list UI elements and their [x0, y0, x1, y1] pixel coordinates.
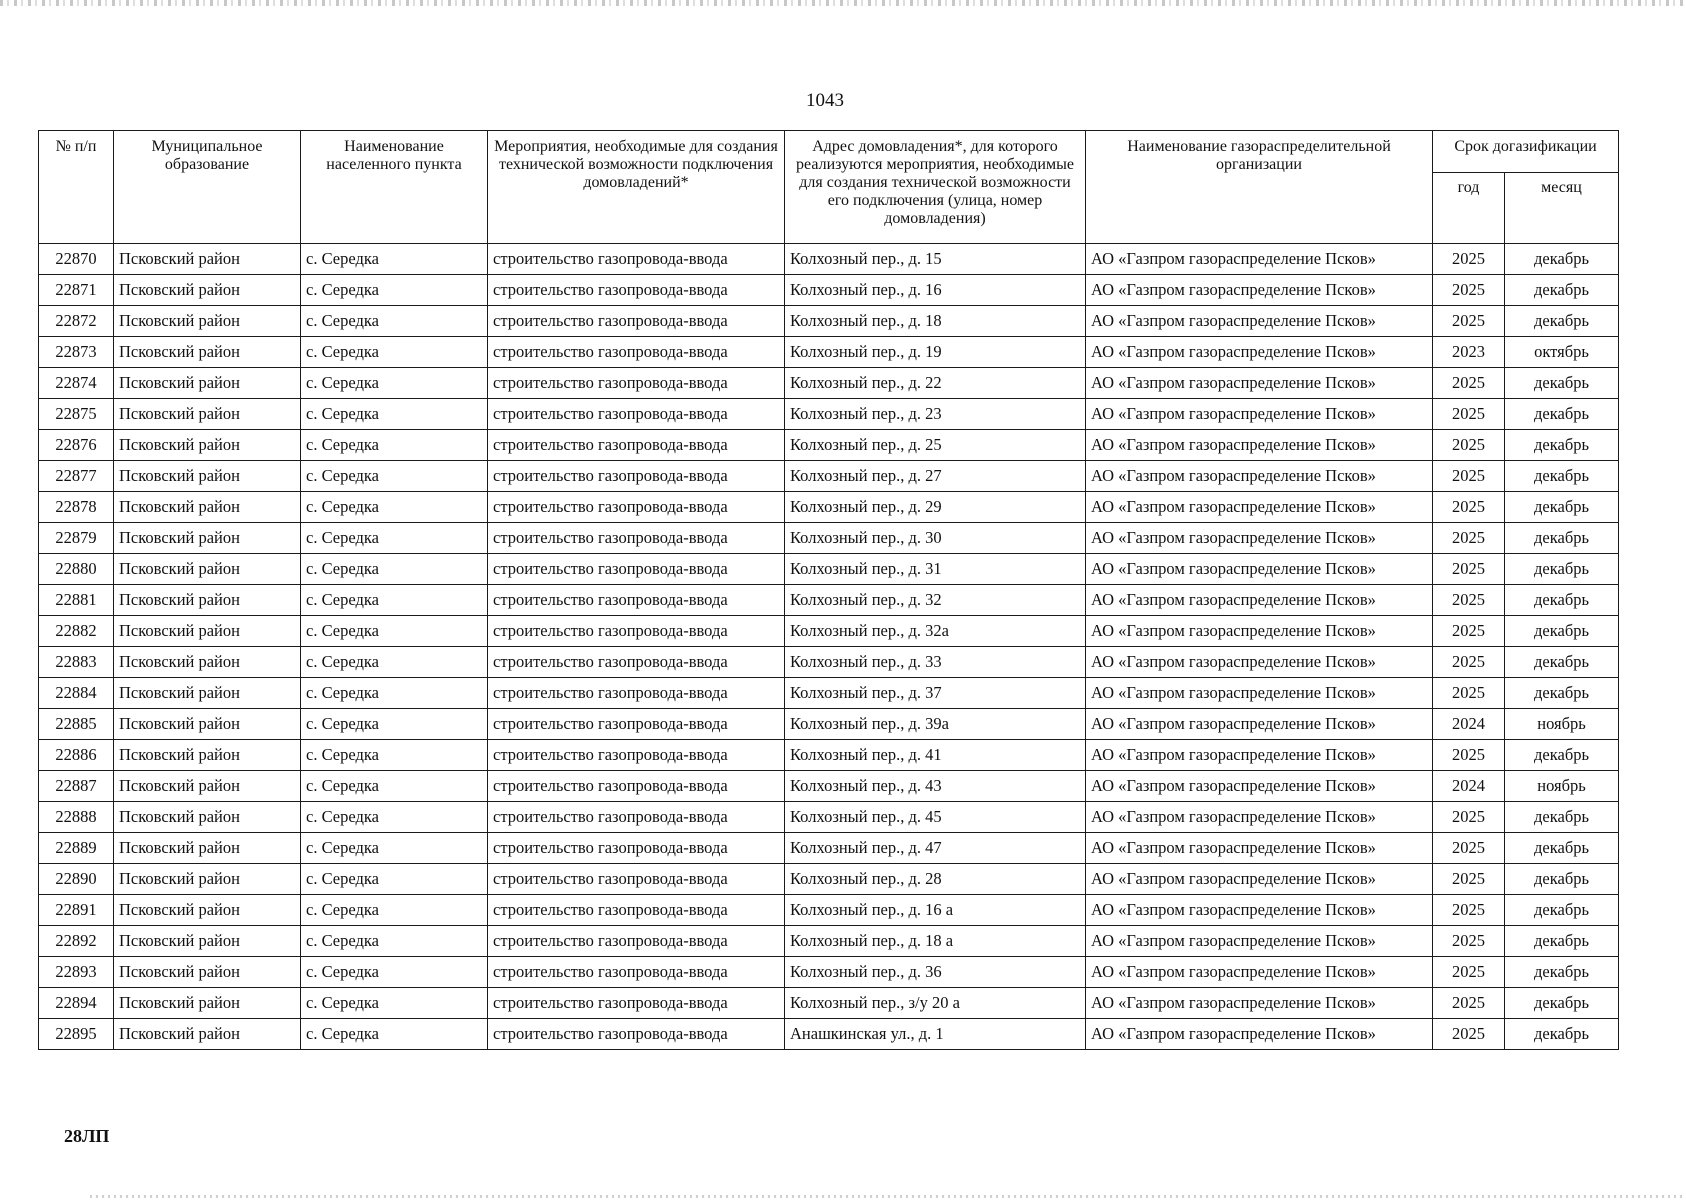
table-row: [39, 244, 1619, 275]
cell-num: 22890: [39, 864, 114, 895]
cell-organization: АО «Газпром газораспределение Псков»: [1086, 709, 1433, 740]
cell-organization: АО «Газпром газораспределение Псков»: [1086, 926, 1433, 957]
cell-month: ноябрь: [1505, 771, 1619, 802]
cell-measure: строительство газопровода-ввода: [488, 771, 785, 802]
cell-num: 22895: [39, 1019, 114, 1050]
cell-measure: строительство газопровода-ввода: [488, 461, 785, 492]
cell-settlement: с. Середка: [301, 709, 488, 740]
cell-num: 22892: [39, 926, 114, 957]
cell-measure: строительство газопровода-ввода: [488, 244, 785, 275]
cell-num: 22888: [39, 802, 114, 833]
cell-measure: строительство газопровода-ввода: [488, 554, 785, 585]
cell-organization: АО «Газпром газораспределение Псков»: [1086, 802, 1433, 833]
cell-month: декабрь: [1505, 430, 1619, 461]
table-row: [39, 275, 1619, 306]
cell-num: 22889: [39, 833, 114, 864]
cell-num: 22871: [39, 275, 114, 306]
cell-municipality: Псковский район: [114, 709, 301, 740]
table-row: [39, 585, 1619, 616]
cell-municipality: Псковский район: [114, 492, 301, 523]
cell-month: декабрь: [1505, 957, 1619, 988]
cell-address: Колхозный пер., д. 18: [785, 306, 1086, 337]
table-row: [39, 740, 1619, 771]
cell-measure: строительство газопровода-ввода: [488, 957, 785, 988]
cell-settlement: с. Середка: [301, 802, 488, 833]
cell-organization: АО «Газпром газораспределение Псков»: [1086, 244, 1433, 275]
cell-settlement: с. Середка: [301, 988, 488, 1019]
cell-year: 2025: [1433, 399, 1505, 430]
header-year: год: [1433, 173, 1505, 244]
cell-num: 22885: [39, 709, 114, 740]
cell-organization: АО «Газпром газораспределение Псков»: [1086, 337, 1433, 368]
cell-month: декабрь: [1505, 461, 1619, 492]
cell-municipality: Псковский район: [114, 647, 301, 678]
cell-year: 2025: [1433, 988, 1505, 1019]
cell-measure: строительство газопровода-ввода: [488, 492, 785, 523]
cell-organization: АО «Газпром газораспределение Псков»: [1086, 957, 1433, 988]
cell-municipality: Псковский район: [114, 306, 301, 337]
cell-settlement: с. Середка: [301, 523, 488, 554]
cell-settlement: с. Середка: [301, 306, 488, 337]
cell-measure: строительство газопровода-ввода: [488, 740, 785, 771]
cell-month: декабрь: [1505, 275, 1619, 306]
cell-settlement: с. Середка: [301, 833, 488, 864]
cell-year: 2023: [1433, 337, 1505, 368]
cell-address: Колхозный пер., д. 28: [785, 864, 1086, 895]
cell-municipality: Псковский район: [114, 275, 301, 306]
cell-month: декабрь: [1505, 585, 1619, 616]
table-header: [39, 131, 1619, 244]
cell-settlement: с. Середка: [301, 244, 488, 275]
table-row: [39, 461, 1619, 492]
table-row: [39, 523, 1619, 554]
cell-measure: строительство газопровода-ввода: [488, 399, 785, 430]
header-month: месяц: [1505, 173, 1619, 244]
cell-organization: АО «Газпром газораспределение Псков»: [1086, 988, 1433, 1019]
cell-year: 2025: [1433, 895, 1505, 926]
cell-year: 2025: [1433, 368, 1505, 399]
table-row: [39, 616, 1619, 647]
scan-edge-top: [0, 0, 1686, 6]
cell-month: октябрь: [1505, 337, 1619, 368]
cell-municipality: Псковский район: [114, 988, 301, 1019]
cell-month: декабрь: [1505, 616, 1619, 647]
cell-municipality: Псковский район: [114, 244, 301, 275]
cell-month: декабрь: [1505, 647, 1619, 678]
cell-year: 2024: [1433, 771, 1505, 802]
cell-year: 2025: [1433, 585, 1505, 616]
cell-settlement: с. Середка: [301, 368, 488, 399]
table-row: [39, 833, 1619, 864]
header-settlement: Наименование населенного пункта: [301, 131, 488, 244]
cell-measure: строительство газопровода-ввода: [488, 647, 785, 678]
cell-month: декабрь: [1505, 895, 1619, 926]
cell-year: 2025: [1433, 802, 1505, 833]
cell-address: Колхозный пер., д. 25: [785, 430, 1086, 461]
table-row: [39, 337, 1619, 368]
cell-measure: строительство газопровода-ввода: [488, 337, 785, 368]
table-row: [39, 492, 1619, 523]
cell-address: Анашкинская ул., д. 1: [785, 1019, 1086, 1050]
table-body: [39, 244, 1619, 1050]
cell-municipality: Псковский район: [114, 926, 301, 957]
cell-year: 2025: [1433, 1019, 1505, 1050]
cell-measure: строительство газопровода-ввода: [488, 523, 785, 554]
cell-municipality: Псковский район: [114, 833, 301, 864]
cell-address: Колхозный пер., д. 41: [785, 740, 1086, 771]
cell-month: декабрь: [1505, 833, 1619, 864]
page-number: 1043: [806, 90, 844, 111]
cell-year: 2025: [1433, 461, 1505, 492]
cell-month: декабрь: [1505, 244, 1619, 275]
cell-address: Колхозный пер., д. 30: [785, 523, 1086, 554]
table-row: [39, 771, 1619, 802]
cell-month: декабрь: [1505, 306, 1619, 337]
cell-organization: АО «Газпром газораспределение Псков»: [1086, 647, 1433, 678]
cell-year: 2025: [1433, 430, 1505, 461]
cell-month: декабрь: [1505, 802, 1619, 833]
cell-settlement: с. Середка: [301, 492, 488, 523]
cell-address: Колхозный пер., д. 31: [785, 554, 1086, 585]
cell-month: ноябрь: [1505, 709, 1619, 740]
cell-municipality: Псковский район: [114, 368, 301, 399]
cell-month: декабрь: [1505, 926, 1619, 957]
cell-num: 22884: [39, 678, 114, 709]
table-row: [39, 368, 1619, 399]
cell-num: 22872: [39, 306, 114, 337]
cell-measure: строительство газопровода-ввода: [488, 988, 785, 1019]
cell-num: 22881: [39, 585, 114, 616]
cell-year: 2025: [1433, 523, 1505, 554]
cell-municipality: Псковский район: [114, 957, 301, 988]
cell-num: 22877: [39, 461, 114, 492]
cell-year: 2025: [1433, 244, 1505, 275]
cell-num: 22880: [39, 554, 114, 585]
table-row: [39, 957, 1619, 988]
cell-address: Колхозный пер., д. 23: [785, 399, 1086, 430]
cell-address: Колхозный пер., д. 47: [785, 833, 1086, 864]
cell-num: 22875: [39, 399, 114, 430]
cell-settlement: с. Середка: [301, 740, 488, 771]
cell-year: 2025: [1433, 554, 1505, 585]
cell-year: 2025: [1433, 740, 1505, 771]
cell-address: Колхозный пер., д. 32а: [785, 616, 1086, 647]
cell-address: Колхозный пер., д. 43: [785, 771, 1086, 802]
cell-municipality: Псковский район: [114, 337, 301, 368]
cell-municipality: Псковский район: [114, 678, 301, 709]
table-row: [39, 430, 1619, 461]
cell-organization: АО «Газпром газораспределение Псков»: [1086, 895, 1433, 926]
cell-municipality: Псковский район: [114, 430, 301, 461]
cell-num: 22893: [39, 957, 114, 988]
cell-year: 2025: [1433, 616, 1505, 647]
table-row: [39, 988, 1619, 1019]
cell-settlement: с. Середка: [301, 585, 488, 616]
cell-settlement: с. Середка: [301, 430, 488, 461]
cell-organization: АО «Газпром газораспределение Псков»: [1086, 616, 1433, 647]
cell-year: 2025: [1433, 926, 1505, 957]
cell-num: 22883: [39, 647, 114, 678]
cell-address: Колхозный пер., д. 19: [785, 337, 1086, 368]
cell-measure: строительство газопровода-ввода: [488, 1019, 785, 1050]
cell-address: Колхозный пер., д. 33: [785, 647, 1086, 678]
cell-address: Колхозный пер., д. 32: [785, 585, 1086, 616]
cell-organization: АО «Газпром газораспределение Псков»: [1086, 771, 1433, 802]
cell-settlement: с. Середка: [301, 554, 488, 585]
cell-municipality: Псковский район: [114, 585, 301, 616]
cell-year: 2024: [1433, 709, 1505, 740]
header-address: Адрес домовладения*, для которого реализуются мероприятия, необходимые для создания технической возможности его подключения (улица, номер домовладения): [785, 131, 1086, 244]
cell-address: Колхозный пер., д. 29: [785, 492, 1086, 523]
cell-organization: АО «Газпром газораспределение Псков»: [1086, 461, 1433, 492]
cell-address: Колхозный пер., д. 15: [785, 244, 1086, 275]
cell-settlement: с. Середка: [301, 616, 488, 647]
header-term: Срок догазификации: [1433, 131, 1619, 173]
cell-measure: строительство газопровода-ввода: [488, 616, 785, 647]
cell-month: декабрь: [1505, 864, 1619, 895]
cell-municipality: Псковский район: [114, 864, 301, 895]
cell-measure: строительство газопровода-ввода: [488, 585, 785, 616]
cell-measure: строительство газопровода-ввода: [488, 926, 785, 957]
cell-num: 22886: [39, 740, 114, 771]
cell-organization: АО «Газпром газораспределение Псков»: [1086, 399, 1433, 430]
gasification-table: [38, 130, 1619, 1050]
cell-num: 22874: [39, 368, 114, 399]
cell-organization: АО «Газпром газораспределение Псков»: [1086, 306, 1433, 337]
cell-measure: строительство газопровода-ввода: [488, 275, 785, 306]
cell-organization: АО «Газпром газораспределение Псков»: [1086, 833, 1433, 864]
cell-organization: АО «Газпром газораспределение Псков»: [1086, 430, 1433, 461]
cell-municipality: Псковский район: [114, 771, 301, 802]
cell-municipality: Псковский район: [114, 461, 301, 492]
cell-settlement: с. Середка: [301, 771, 488, 802]
cell-settlement: с. Середка: [301, 1019, 488, 1050]
cell-num: 22879: [39, 523, 114, 554]
cell-settlement: с. Середка: [301, 895, 488, 926]
cell-num: 22876: [39, 430, 114, 461]
cell-year: 2025: [1433, 306, 1505, 337]
cell-measure: строительство газопровода-ввода: [488, 430, 785, 461]
cell-year: 2025: [1433, 833, 1505, 864]
cell-address: Колхозный пер., д. 16 а: [785, 895, 1086, 926]
cell-month: декабрь: [1505, 492, 1619, 523]
cell-month: декабрь: [1505, 1019, 1619, 1050]
cell-num: 22887: [39, 771, 114, 802]
cell-year: 2025: [1433, 957, 1505, 988]
cell-year: 2025: [1433, 492, 1505, 523]
cell-num: 22870: [39, 244, 114, 275]
cell-num: 22878: [39, 492, 114, 523]
cell-month: декабрь: [1505, 740, 1619, 771]
cell-settlement: с. Середка: [301, 926, 488, 957]
cell-year: 2025: [1433, 275, 1505, 306]
header-organization: Наименование газораспределительной организации: [1086, 131, 1433, 244]
cell-address: Колхозный пер., д. 37: [785, 678, 1086, 709]
cell-month: декабрь: [1505, 523, 1619, 554]
cell-organization: АО «Газпром газораспределение Псков»: [1086, 740, 1433, 771]
cell-address: Колхозный пер., д. 22: [785, 368, 1086, 399]
header-num: № п/п: [39, 131, 114, 244]
table-row: [39, 647, 1619, 678]
cell-settlement: с. Середка: [301, 957, 488, 988]
table-row: [39, 709, 1619, 740]
cell-year: 2025: [1433, 678, 1505, 709]
cell-organization: АО «Газпром газораспределение Псков»: [1086, 1019, 1433, 1050]
cell-municipality: Псковский район: [114, 1019, 301, 1050]
cell-address: Колхозный пер., д. 16: [785, 275, 1086, 306]
cell-address: Колхозный пер., д. 39а: [785, 709, 1086, 740]
cell-settlement: с. Середка: [301, 647, 488, 678]
cell-measure: строительство газопровода-ввода: [488, 306, 785, 337]
cell-month: декабрь: [1505, 399, 1619, 430]
header-municipality: Муниципальное образование: [114, 131, 301, 244]
cell-settlement: с. Середка: [301, 678, 488, 709]
table-row: [39, 554, 1619, 585]
cell-organization: АО «Газпром газораспределение Псков»: [1086, 275, 1433, 306]
cell-address: Колхозный пер., д. 45: [785, 802, 1086, 833]
cell-settlement: с. Середка: [301, 337, 488, 368]
cell-measure: строительство газопровода-ввода: [488, 709, 785, 740]
cell-measure: строительство газопровода-ввода: [488, 895, 785, 926]
cell-year: 2025: [1433, 647, 1505, 678]
table-row: [39, 399, 1619, 430]
table-row: [39, 678, 1619, 709]
table-row: [39, 306, 1619, 337]
cell-settlement: с. Середка: [301, 461, 488, 492]
cell-measure: строительство газопровода-ввода: [488, 368, 785, 399]
cell-settlement: с. Середка: [301, 399, 488, 430]
cell-measure: строительство газопровода-ввода: [488, 802, 785, 833]
cell-measure: строительство газопровода-ввода: [488, 833, 785, 864]
table-row: [39, 1019, 1619, 1050]
cell-num: 22894: [39, 988, 114, 1019]
cell-settlement: с. Середка: [301, 275, 488, 306]
cell-month: декабрь: [1505, 678, 1619, 709]
footer-code: 28ЛП: [64, 1126, 110, 1146]
cell-measure: строительство газопровода-ввода: [488, 864, 785, 895]
table-row: [39, 895, 1619, 926]
cell-municipality: Псковский район: [114, 740, 301, 771]
cell-organization: АО «Газпром газораспределение Псков»: [1086, 864, 1433, 895]
cell-organization: АО «Газпром газораспределение Псков»: [1086, 678, 1433, 709]
cell-address: Колхозный пер., д. 36: [785, 957, 1086, 988]
cell-municipality: Псковский район: [114, 616, 301, 647]
header-measures: Мероприятия, необходимые для создания технической возможности подключения домовладений*: [488, 131, 785, 244]
cell-organization: АО «Газпром газораспределение Псков»: [1086, 523, 1433, 554]
table-row: [39, 802, 1619, 833]
cell-settlement: с. Середка: [301, 864, 488, 895]
cell-address: Колхозный пер., д. 27: [785, 461, 1086, 492]
scan-edge-bottom: [90, 1195, 1686, 1198]
cell-num: 22873: [39, 337, 114, 368]
cell-municipality: Псковский район: [114, 895, 301, 926]
cell-municipality: Псковский район: [114, 802, 301, 833]
cell-num: 22891: [39, 895, 114, 926]
cell-address: Колхозный пер., д. 18 а: [785, 926, 1086, 957]
cell-organization: АО «Газпром газораспределение Псков»: [1086, 554, 1433, 585]
cell-organization: АО «Газпром газораспределение Псков»: [1086, 492, 1433, 523]
cell-organization: АО «Газпром газораспределение Псков»: [1086, 585, 1433, 616]
cell-num: 22882: [39, 616, 114, 647]
cell-month: декабрь: [1505, 988, 1619, 1019]
cell-measure: строительство газопровода-ввода: [488, 678, 785, 709]
table-row: [39, 926, 1619, 957]
cell-month: декабрь: [1505, 368, 1619, 399]
cell-municipality: Псковский район: [114, 554, 301, 585]
table-row: [39, 864, 1619, 895]
cell-organization: АО «Газпром газораспределение Псков»: [1086, 368, 1433, 399]
cell-year: 2025: [1433, 864, 1505, 895]
cell-municipality: Псковский район: [114, 523, 301, 554]
cell-address: Колхозный пер., з/у 20 а: [785, 988, 1086, 1019]
cell-month: декабрь: [1505, 554, 1619, 585]
cell-municipality: Псковский район: [114, 399, 301, 430]
